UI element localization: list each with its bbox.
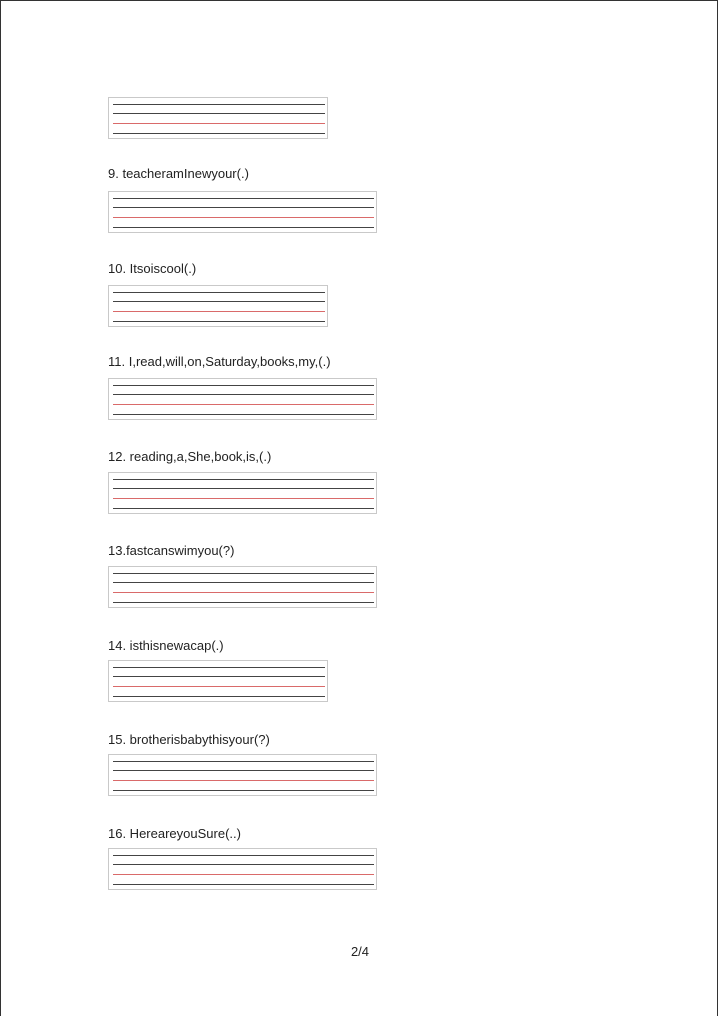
baseline-line [113,498,374,499]
guide-line [113,321,325,322]
question-15: 15. brotherisbabythisyour(?) [108,732,270,747]
guide-line [113,488,374,489]
guide-line [113,790,374,791]
writing-lines-16[interactable] [108,848,377,890]
baseline-line [113,592,374,593]
question-14: 14. isthisnewacap(.) [108,638,224,653]
guide-line [113,479,374,480]
guide-line [113,667,325,668]
guide-line [113,884,374,885]
guide-line [113,227,374,228]
writing-lines-14[interactable] [108,660,328,702]
baseline-line [113,686,325,687]
guide-line [113,301,325,302]
question-10: 10. Itsoiscool(.) [108,261,197,276]
writing-lines-9[interactable] [108,191,377,233]
guide-line [113,104,325,105]
guide-line [113,414,374,415]
baseline-line [113,311,325,312]
writing-lines-8[interactable] [108,97,328,139]
baseline-line [113,123,325,124]
question-11: 11. I,read,will,on,Saturday,books,my,(.) [108,354,331,369]
guide-line [113,602,374,603]
guide-line [113,508,374,509]
guide-line [113,385,374,386]
writing-lines-13[interactable] [108,566,377,608]
writing-lines-15[interactable] [108,754,377,796]
guide-line [113,198,374,199]
writing-lines-12[interactable] [108,472,377,514]
guide-line [113,761,374,762]
question-12: 12. reading,a,She,book,is,(.) [108,449,272,464]
guide-line [113,864,374,865]
baseline-line [113,874,374,875]
question-13: 13.fastcanswimyou(?) [108,543,235,558]
baseline-line [113,217,374,218]
writing-lines-10[interactable] [108,285,328,327]
guide-line [113,855,374,856]
guide-line [113,394,374,395]
guide-line [113,770,374,771]
question-9: 9. teacheramInewyour(.) [108,166,249,181]
baseline-line [113,780,374,781]
page-number: 2/4 [350,944,370,959]
baseline-line [113,404,374,405]
writing-lines-11[interactable] [108,378,377,420]
guide-line [113,133,325,134]
guide-line [113,113,325,114]
guide-line [113,573,374,574]
guide-line [113,676,325,677]
question-16: 16. HereareyouSure(..) [108,826,241,841]
guide-line [113,207,374,208]
guide-line [113,292,325,293]
guide-line [113,582,374,583]
guide-line [113,696,325,697]
